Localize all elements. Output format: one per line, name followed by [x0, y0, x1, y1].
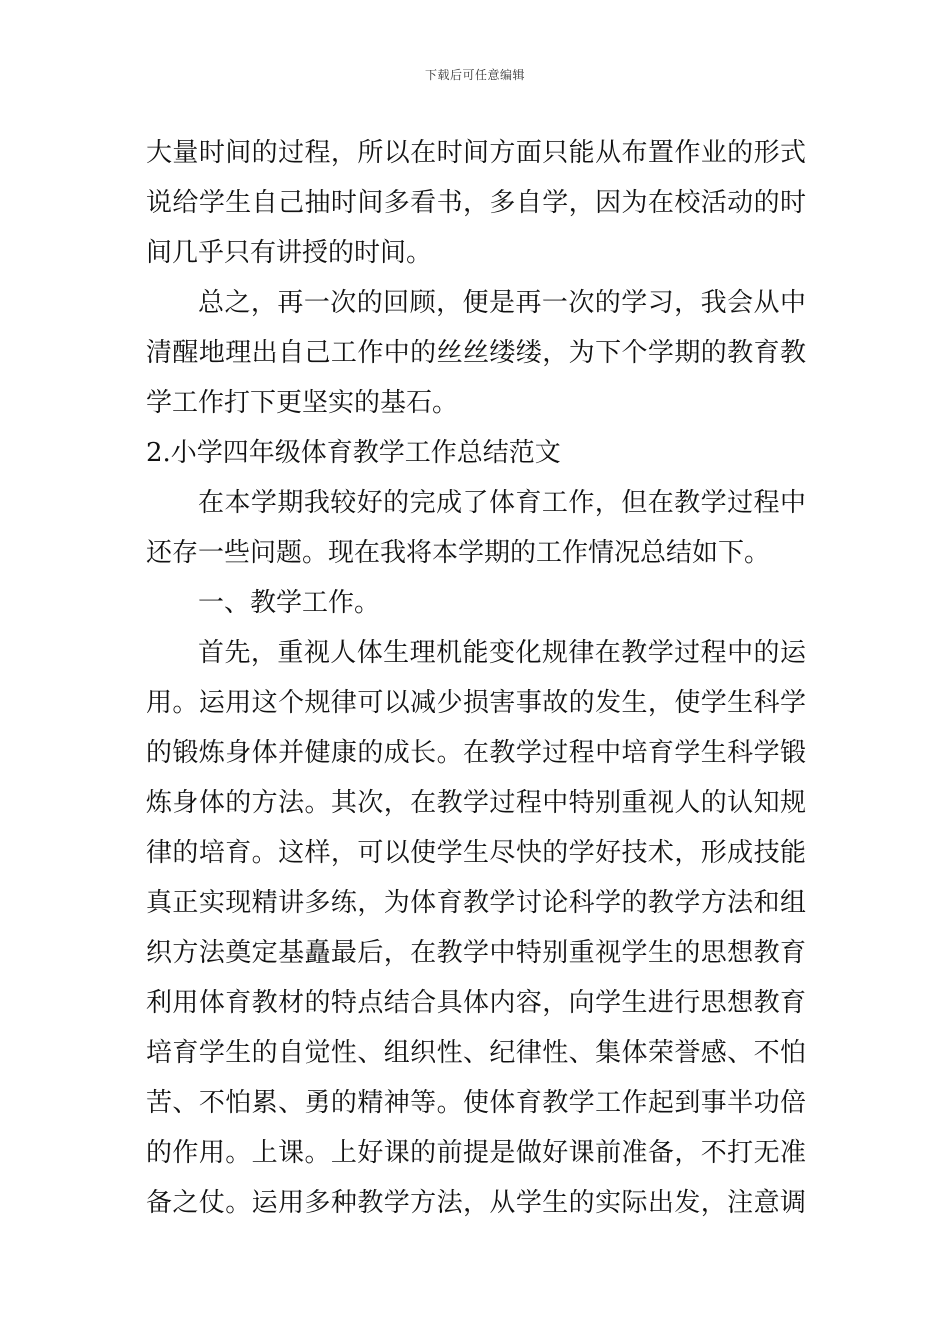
text-line: 间几乎只有讲授的时间。	[146, 238, 433, 268]
text-line: 真正实现精讲多练，为体育教学讨论科学的教学方法和组	[146, 888, 806, 918]
text-line: 律的培育。这样，可以使学生尽快的学好技术，形成技能	[146, 838, 806, 868]
text-line: 的作用。上课。上好课的前提是做好课前准备，不打无准	[146, 1138, 806, 1168]
text-line: 织方法奠定基矗最后，在教学中特别重视学生的思想教育	[146, 938, 806, 968]
document-body	[146, 128, 806, 1228]
text-line: 还存一些问题。现在我将本学期的工作情况总结如下。	[146, 538, 771, 568]
text-line: 首先，重视人体生理机能变化规律在教学过程中的运	[198, 638, 806, 668]
text-line: 学工作打下更坚实的基石。	[146, 388, 459, 418]
text-line: 备之仗。运用多种教学方法，从学生的实际出发，注意调	[146, 1188, 806, 1218]
text-line: 总之，再一次的回顾，便是再一次的学习，我会从中	[198, 288, 806, 318]
page-header: 下载后可任意编辑	[424, 68, 525, 82]
text-line: 大量时间的过程，所以在时间方面只能从布置作业的形式	[146, 138, 806, 168]
text-line: 清醒地理出自己工作中的丝丝缕缕，为下个学期的教育教	[146, 338, 806, 368]
subsection-heading: 一、教学工作。	[198, 588, 381, 618]
text-line: 利用体育教材的特点结合具体内容，向学生进行思想教育	[146, 988, 806, 1018]
text-line: 苦、不怕累、勇的精神等。使体育教学工作起到事半功倍	[146, 1088, 806, 1118]
text-line: 说给学生自己抽时间多看书，多自学，因为在校活动的时	[146, 188, 806, 218]
text-line: 炼身体的方法。其次，在教学过程中特别重视人的认知规	[146, 788, 806, 818]
text-line: 用。运用这个规律可以减少损害事故的发生，使学生科学	[146, 688, 806, 718]
section-heading: 2.小学四年级体育教学工作总结范文	[146, 438, 561, 468]
text-line: 培育学生的自觉性、组织性、纪律性、集体荣誉感、不怕	[146, 1038, 806, 1068]
text-line: 的锻炼身体并健康的成长。在教学过程中培育学生科学锻	[146, 738, 806, 768]
text-line: 在本学期我较好的完成了体育工作，但在教学过程中	[198, 488, 806, 518]
